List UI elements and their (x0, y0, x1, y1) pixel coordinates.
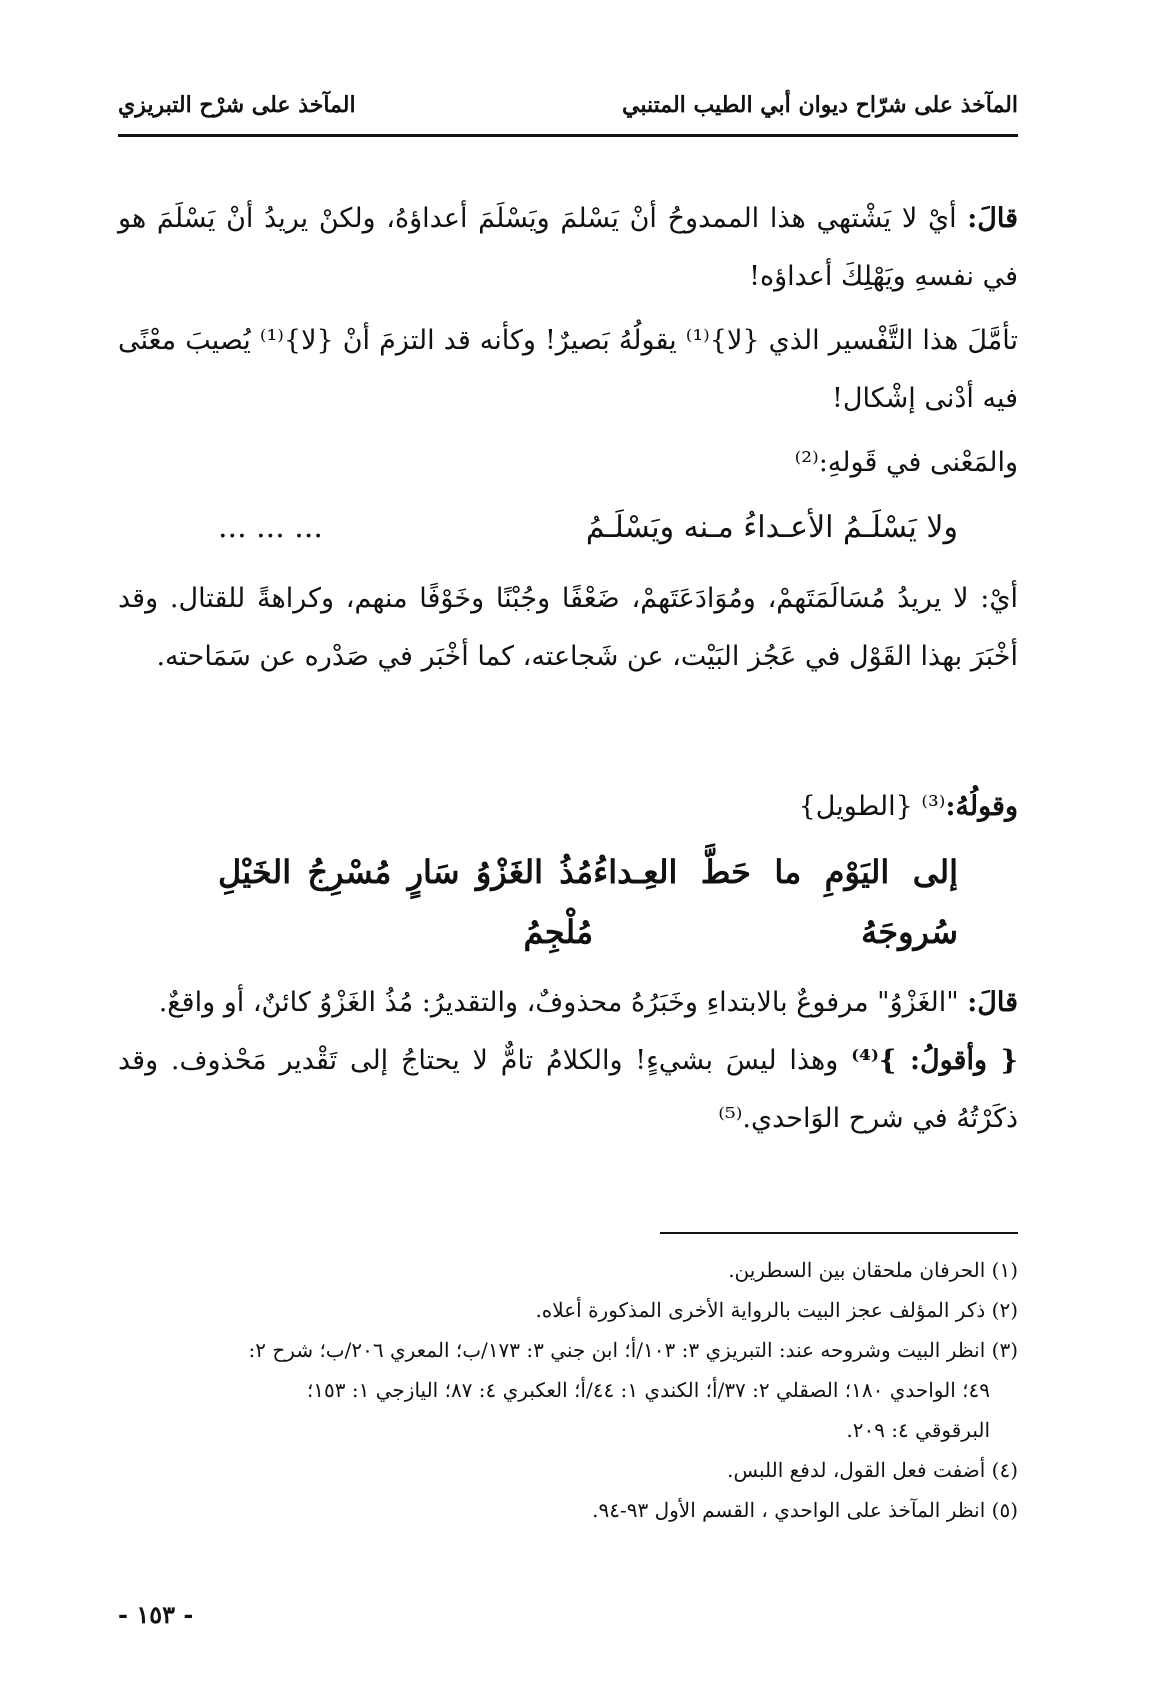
verse-2 (118, 836, 1018, 974)
paragraph-6 (118, 974, 1018, 1032)
verse-1 (118, 492, 1018, 570)
footnote-4: (٤) أضفت فعل القول، لدفع اللبس. (727, 1458, 1018, 1482)
paragraph-3: والمَعْنى في قَولهِ:⁽²⁾ (794, 447, 1018, 478)
verse-2-first-hemistich: إلى اليَوْمِ ما حَطَّ العِـداءُ سُروجَهُ (593, 853, 958, 951)
paragraph-1-text: أيْ لا يَشْتهي هذا الممدوحُ أنْ يَسْلمَ ويَسْلَمَ أعداؤهُ، ولكنْ يريدُ أنْ يَسْلَمَ هو في نفسهِ ويَهْلِكَ أعداؤه! (118, 203, 1018, 292)
header-rule (118, 134, 1018, 137)
paragraph-5-text: ⁽³⁾ {الطويل} (798, 791, 946, 822)
main-text (118, 190, 1018, 1148)
verse-1-second-hemistich: ولا يَسْلَـمُ الأعـداءُ مـنه ويَسْلَـمُ (585, 510, 958, 545)
paragraph-7-text: وهذا ليسَ بشيءٍ! والكلامُ تامٌّ لا يحتاجُ إلى تَقْدير مَحْذوف. وقد ذكَرْتُهُ في شرح الوَاحدي.⁽⁵⁾ (118, 1045, 1018, 1134)
paragraph-1-lead: قالَ: (967, 203, 1018, 234)
footnotes (118, 1250, 1018, 1530)
footnote-3: (٣) انظر البيت وشروحه عند: التبريزي ٣: ١٠٣/أ؛ ابن جني ٣: ١٧٣/ب؛ المعري ٢٠٦/ب؛ شرح ٢: (248, 1338, 1018, 1362)
paragraph-1 (118, 190, 1018, 306)
paragraph-5-lead: وقولُهُ: (945, 791, 1018, 822)
paragraph-2: تأمَّلَ هذا التَّفْسير الذي {لا}⁽¹⁾ يقولُهُ بَصيرٌ! وكأنه قد التزمَ أنْ {لا}⁽¹⁾ يُصيبَ معْنًى فيه أدْنى إشْكال! (118, 325, 1019, 414)
footnote-1: (١) الحرفان ملحقان بين السطرين. (728, 1258, 1018, 1282)
header-book-title: المآخذ على شرّاح ديوان أبي الطيب المتنبي (622, 92, 1018, 118)
footnote-3-continued: ٤٩؛ الواحدي ١٨٠؛ الصقلي ٢: ٣٧/أ؛ الكندي ١: ٤٤/أ؛ العكبري ٤: ٨٧؛ اليازجي ١: ١٥٣؛ (306, 1378, 990, 1402)
paragraph-5 (118, 778, 1018, 836)
footnote-3-continued-2: البرقوقي ٤: ٢٠٩. (846, 1418, 990, 1442)
page-number: - ١٥٣ - (118, 1600, 194, 1629)
running-header (118, 92, 1018, 132)
paragraph-6-lead: قالَ: (967, 987, 1018, 1018)
verse-1-first-hemistich: ... ... ... (218, 510, 323, 545)
footnote-2: (٢) ذكر المؤلف عجز البيت بالرواية الأخرى المذكورة أعلاه. (535, 1298, 1018, 1322)
verse-2-second-hemistich: مُذُ الغَزْوُ سَارٍ مُسْرِجُ الخَيْلِ مُلْجِمُ (218, 853, 594, 951)
paragraph-7-lead: { وأقولُ: }⁽⁴⁾ (851, 1045, 1018, 1076)
paragraph-7 (118, 1032, 1018, 1148)
paragraph-6-text: "الغَزْوُ" مرفوعٌ بالابتداءِ وخَبَرُهُ محذوفٌ، والتقديرُ: مُذُ الغَزْوُ كائنٌ، أو واقعٌ. (158, 987, 959, 1018)
footnote-5: (٥) انظر المآخذ على الواحدي ، القسم الأول ٩٣-٩٤. (592, 1498, 1018, 1522)
paragraph-4: أيْ: لا يريدُ مُسَالَمَتَهمْ، ومُوَادَعَتَهمْ، ضَعْفًا وجُبْنًا وخَوْفًا منهم، وكراهةً للقتال. وقد أخْبَرَ بهذا القَوْل في عَجُز البَيْت، عن شَجاعته، كما أخْبَر في صَدْره عن سَمَاحته. (118, 583, 1018, 672)
footnote-rule (660, 1232, 1018, 1234)
header-section-title: المآخذ على شرْح التبريزي (118, 92, 356, 118)
